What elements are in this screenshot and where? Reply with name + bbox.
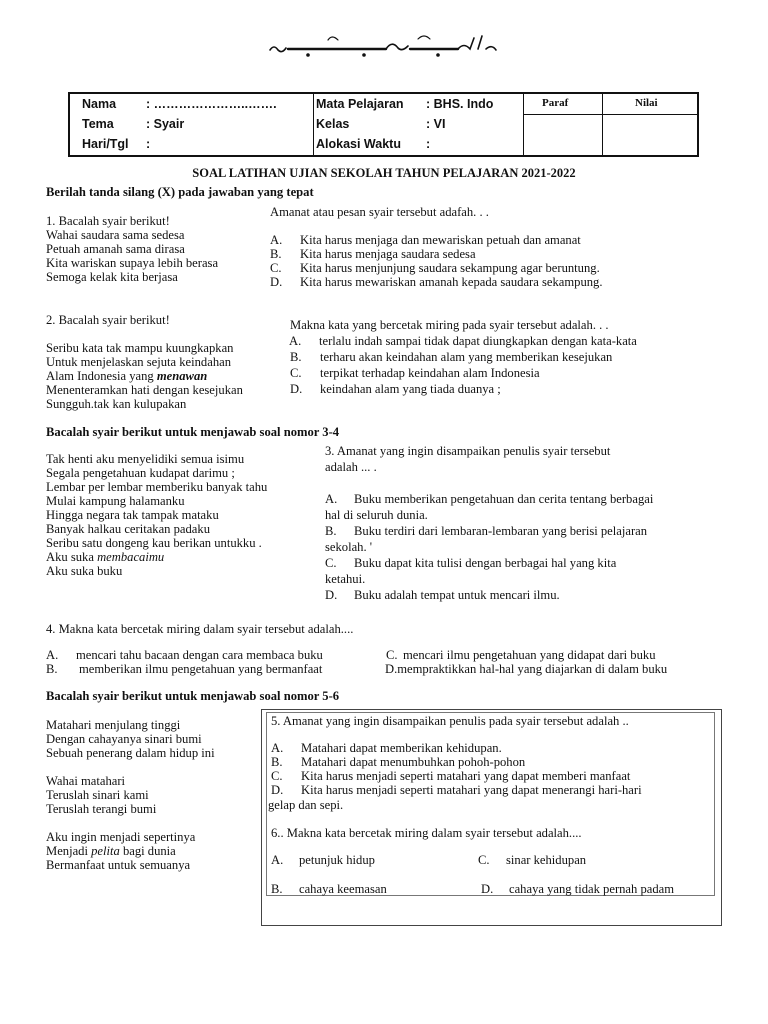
- option-letter: A.: [289, 334, 302, 348]
- option-letter: B.: [46, 662, 58, 676]
- option-letter: A.: [325, 492, 338, 506]
- option-text: Buku memberikan pengetahuan dan cerita tentang berbagai: [354, 492, 654, 506]
- option-letter: C.: [271, 769, 283, 783]
- section-56-heading: Bacalah syair berikut untuk menjawab soal nomor 5-6: [46, 689, 340, 703]
- option-letter: D.: [270, 275, 283, 289]
- q1-poem-line: Wahai saudara sama sedesa: [46, 228, 185, 242]
- s56-poem-line: Wahai matahari: [46, 774, 126, 788]
- kelas-label: Kelas: [316, 117, 350, 131]
- s34-italic-word: membacaimu: [97, 550, 165, 564]
- option-text: mencari tahu bacaan dengan cara membaca buku: [76, 648, 323, 662]
- s56-italic-word: pelita: [91, 844, 120, 858]
- option-text: hal di seluruh dunia.: [325, 508, 428, 522]
- q5-option-c[interactable]: [271, 769, 642, 783]
- option-letter: C.: [478, 853, 490, 867]
- option-text: Kita harus mewariskan amanah kepada saudara sekampung.: [300, 275, 603, 289]
- q5-option-a[interactable]: [271, 741, 642, 755]
- q1-question-block: [270, 205, 602, 289]
- alokasi-label: Alokasi Waktu: [316, 137, 401, 151]
- q2-poem-line: Menenteramkan hati dengan kesejukan: [46, 383, 243, 397]
- student-info-table: [68, 92, 699, 157]
- s56-poem-text: bagi dunia: [119, 844, 176, 858]
- s56-poem-text: Menjadi: [46, 844, 92, 858]
- option-letter: B.: [325, 524, 337, 538]
- q5-option-b[interactable]: [271, 755, 642, 769]
- option-letter: B.: [271, 755, 283, 769]
- q3-block: [325, 443, 653, 603]
- q2-option-b[interactable]: [290, 350, 637, 364]
- option-letter: C.: [325, 556, 337, 570]
- option-text: Kita harus menjadi seperti matahari yang dapat menerangi hari-hari: [301, 783, 642, 797]
- q3-question-line: 3. Amanat yang ingin disampaikan penulis syair tersebut: [325, 444, 611, 458]
- hari-field[interactable]: :: [146, 137, 151, 151]
- nilai-label: Nilai: [635, 97, 658, 109]
- q1-poem-block: [46, 214, 218, 284]
- s56-poem-line: Aku ingin menjadi sepertinya: [46, 830, 196, 844]
- kelas-value: : VI: [426, 117, 446, 131]
- q4-option-b[interactable]: [46, 662, 322, 676]
- option-text: Matahari dapat menumbuhkan pohoh-pohon: [301, 755, 526, 769]
- q2-poem-line: Untuk menjelaskan sejuta keindahan: [46, 355, 232, 369]
- s56-poem-line: Matahari menjulang tinggi: [46, 718, 181, 732]
- option-letter: B.: [270, 247, 282, 261]
- option-text: Buku terdiri dari lembaran-lembaran yang berisi pelajaran: [354, 524, 648, 538]
- option-text: memberikan ilmu pengetahuan yang bermanfaat: [79, 662, 323, 676]
- s34-poem-line: Aku suka buku: [46, 564, 123, 578]
- q3-option-a[interactable]: [325, 491, 653, 523]
- option-text: terharu akan keindahan alam yang memberikan kesejukan: [320, 350, 613, 364]
- option-text: mempraktikkan hal-hal yang diajarkan di dalam buku: [397, 662, 668, 676]
- section56-poem-block: [46, 718, 215, 872]
- q1-poem-line: Petuah amanah sama dirasa: [46, 242, 185, 256]
- nama-label: Nama: [82, 97, 117, 111]
- q6-option-d[interactable]: [481, 882, 674, 896]
- alokasi-field[interactable]: :: [426, 137, 431, 151]
- s34-poem-line: Lembar per lembar memberiku banyak tahu: [46, 480, 268, 494]
- q2-option-d[interactable]: [290, 382, 637, 396]
- s34-poem-line: Mulai kampung halamanku: [46, 494, 185, 508]
- option-text: cahaya keemasan: [299, 882, 387, 896]
- s56-poem-line: [46, 844, 215, 858]
- s34-poem-line: Hingga negara tak tampak mataku: [46, 508, 219, 522]
- option-letter: A.: [271, 853, 284, 867]
- section-34-heading: Bacalah syair berikut untuk menjawab soal nomor 3-4: [46, 425, 340, 439]
- q2-poem-block: [46, 341, 243, 411]
- q1-option-d[interactable]: [270, 275, 602, 289]
- q1-intro: 1. Bacalah syair berikut!: [46, 214, 170, 228]
- q6-option-a[interactable]: [271, 853, 375, 867]
- s56-poem-line: Bermanfaat untuk semuanya: [46, 858, 191, 872]
- option-letter: A.: [270, 233, 283, 247]
- q1-poem-line: Semoga kelak kita berjasa: [46, 270, 178, 284]
- option-text: keindahan alam yang tiada duanya ;: [320, 382, 501, 396]
- q1-option-a[interactable]: [270, 233, 602, 247]
- hari-label: Hari/Tgl: [82, 137, 129, 151]
- mapel-label: Mata Pelajaran: [316, 97, 404, 111]
- option-letter: C.: [386, 648, 398, 662]
- tema-value: : Syair: [146, 117, 185, 131]
- q2-poem-line: Sungguh.tak kan kulupakan: [46, 397, 187, 411]
- q2-intro: 2. Bacalah syair berikut!: [46, 313, 170, 327]
- q4-option-d[interactable]: [385, 662, 667, 676]
- option-text: ketahui.: [325, 572, 366, 586]
- q4-option-c[interactable]: [386, 648, 656, 662]
- q5-option-d[interactable]: [271, 783, 642, 797]
- option-text: Matahari dapat memberikan kehidupan.: [301, 741, 502, 755]
- option-letter: D.: [271, 783, 284, 797]
- q6-option-c[interactable]: [478, 853, 586, 867]
- option-letter: B.: [290, 350, 302, 364]
- tema-label: Tema: [82, 117, 114, 131]
- q6-option-b[interactable]: [271, 882, 387, 896]
- s34-poem-line: [46, 550, 267, 564]
- option-text: Kita harus menjaga dan mewariskan petuah dan amanat: [300, 233, 581, 247]
- mapel-value: : BHS. Indo: [426, 97, 494, 111]
- q2-option-a[interactable]: [289, 334, 637, 348]
- q1-option-c[interactable]: [270, 261, 602, 275]
- option-text: Kita harus menjadi seperti matahari yang dapat memberi manfaat: [301, 769, 631, 783]
- q2-question: Makna kata yang bercetak miring pada syair tersebut adalah. . .: [290, 318, 609, 332]
- q1-option-b[interactable]: [270, 247, 602, 261]
- q3-option-b[interactable]: [325, 523, 653, 555]
- option-letter: D.: [325, 588, 338, 602]
- q2-italic-word: menawan: [156, 369, 208, 383]
- q1-poem-line: Kita wariskan supaya lebih berasa: [46, 256, 219, 270]
- option-text: mencari ilmu pengetahuan yang didapat dari buku: [403, 648, 656, 662]
- option-letter: A.: [46, 648, 59, 662]
- q3-option-d[interactable]: [325, 587, 653, 603]
- option-text: Buku adalah tempat untuk mencari ilmu.: [354, 588, 560, 602]
- option-text: Kita harus menjaga saudara sedesa: [300, 247, 476, 261]
- q5-question: 5. Amanat yang ingin disampaikan penulis pada syair tersebut adalah ..: [271, 714, 629, 728]
- option-letter: C.: [270, 261, 282, 275]
- q2-poem-line: [46, 369, 243, 383]
- option-letter: D.: [385, 662, 398, 676]
- q4-question: 4. Makna kata bercetak miring dalam syair tersebut adalah....: [46, 622, 354, 636]
- s34-poem-line: Segala pengetahuan kudapat darimu ;: [46, 466, 235, 480]
- option-letter: C.: [290, 366, 302, 380]
- option-letter: B.: [271, 882, 283, 896]
- q2-question-block: [290, 318, 637, 396]
- exam-title: SOAL LATIHAN UJIAN SEKOLAH TAHUN PELAJARAN 2021-2022: [192, 166, 576, 180]
- q2-poem-line: Seribu kata tak mampu kuungkapkan: [46, 341, 234, 355]
- q3-option-c[interactable]: [325, 555, 653, 587]
- s56-poem-line: Dengan cahayanya sinari bumi: [46, 732, 202, 746]
- q2-option-c[interactable]: [290, 366, 637, 380]
- option-text: petunjuk hidup: [299, 853, 375, 867]
- option-text: sekolah. ': [325, 540, 373, 554]
- q5-option-d-continuation: gelap dan sepi.: [268, 798, 344, 812]
- paraf-label: Paraf: [542, 97, 569, 109]
- s34-poem-line: Tak henti aku menyelidiki semua isimu: [46, 452, 245, 466]
- option-letter: D.: [290, 382, 303, 396]
- option-text: Kita harus menjunjung saudara sekampung agar beruntung.: [300, 261, 600, 275]
- option-letter: D.: [481, 882, 494, 896]
- option-text: cahaya yang tidak pernah padam: [509, 882, 675, 896]
- q3-question-line: adalah ... .: [325, 460, 377, 474]
- section34-poem-block: [46, 452, 267, 578]
- option-text: sinar kehidupan: [506, 853, 587, 867]
- nama-field[interactable]: : …………………..…….: [146, 97, 277, 111]
- instruction: Berilah tanda silang (X) pada jawaban yang tepat: [46, 185, 314, 199]
- q5-block: [271, 714, 642, 797]
- option-letter: A.: [271, 741, 284, 755]
- q4-option-a[interactable]: [46, 648, 323, 662]
- s34-poem-line: Banyak halkau ceritakan padaku: [46, 522, 210, 536]
- s34-poem-text: Aku suka: [46, 550, 98, 564]
- q6-question: 6.. Makna kata bercetak miring dalam syair tersebut adalah....: [271, 826, 582, 840]
- s56-poem-line: Sebuah penerang dalam hidup ini: [46, 746, 215, 760]
- s34-poem-line: Seribu satu dongeng kau berikan untukku .: [46, 536, 262, 550]
- basmalah-calligraphy: [268, 30, 500, 58]
- s56-poem-line: Teruslah sinari kami: [46, 788, 149, 802]
- option-text: terlalu indah sampai tidak dapat diungkapkan dengan kata-kata: [319, 334, 637, 348]
- option-text: Buku dapat kita tulisi dengan berbagai hal yang kita: [354, 556, 617, 570]
- option-text: terpikat terhadap keindahan alam Indonesia: [320, 366, 540, 380]
- s56-poem-line: Teruslah terangi bumi: [46, 802, 157, 816]
- q2-poem-text: Alam Indonesia yang: [46, 369, 157, 383]
- q1-question: Amanat atau pesan syair tersebut adafah. . .: [270, 205, 489, 219]
